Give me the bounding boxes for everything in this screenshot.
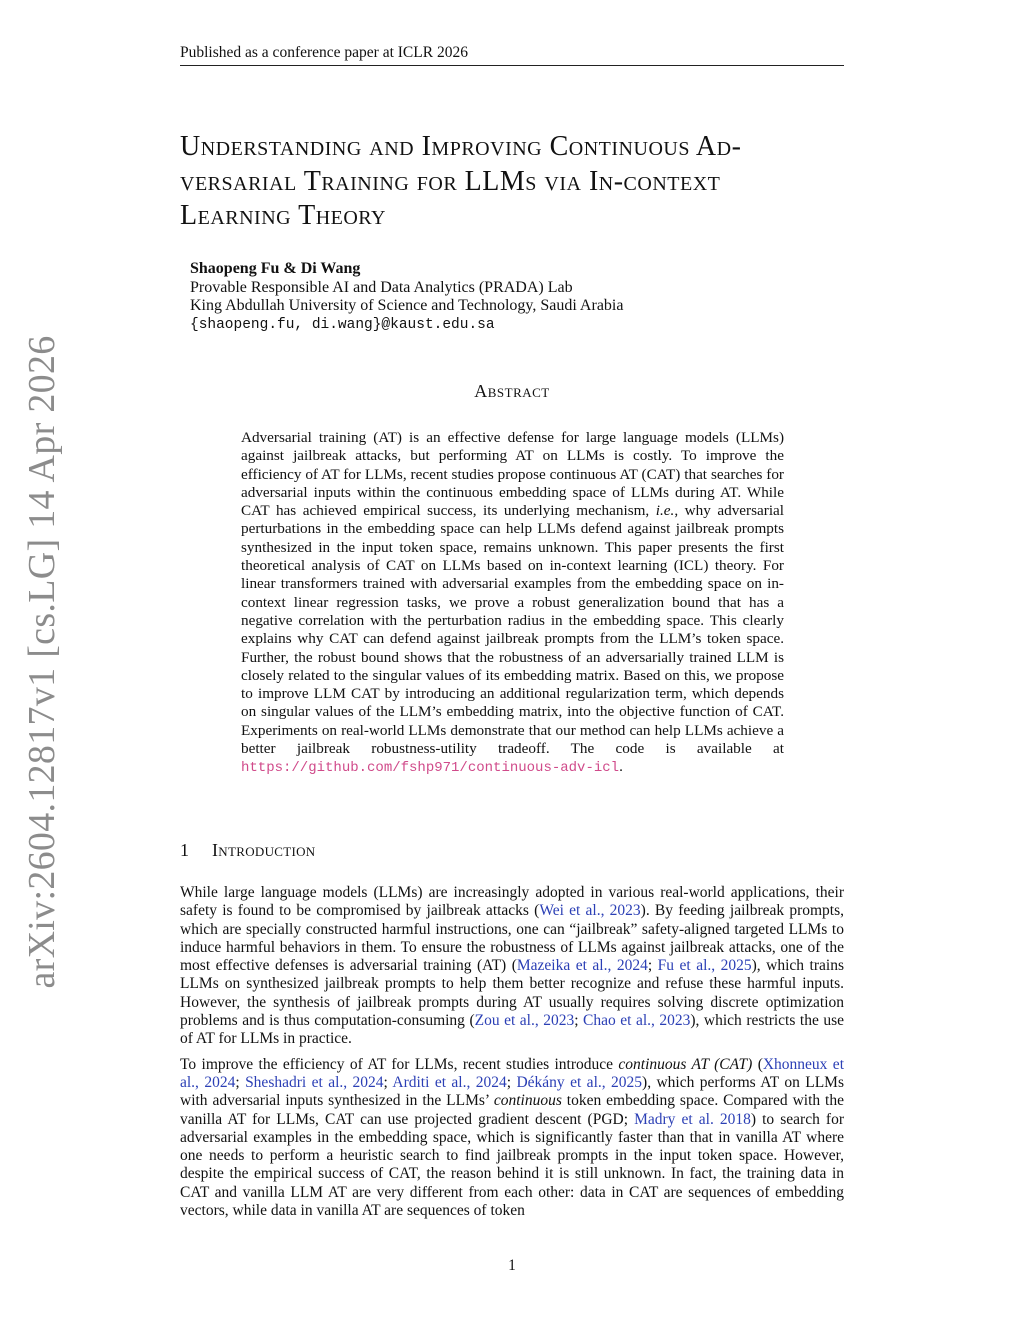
citation-link[interactable]: Zou et al., 2023: [474, 1012, 575, 1030]
paragraph: [180, 884, 844, 1049]
title-line-1: Understanding and Improving Continuous Ad-: [180, 131, 742, 162]
abstract-text-2: , why adversarial perturbations in the embedding space can help LLMs defend against jailbreak prompts synthesized in the input token space, remains unknown. This paper presents the first theoretical analysis of CAT on LLMs based on in-context learning (ICL) theory. For linear transformers trained with adversarial examples from the embedding space on in-context linear regression tasks, we prove a robust generalization bound that has a negative correlation with the perturbation radius in the embedding space. This clearly explains why CAT can defend against jailbreak prompts from the LLM’s token space. Further, the robust bound shows that the robustness of an adversarially trained LLM is closely related to the singular values of its embedding matrix. Based on this, we propose to improve LLM CAT by introducing an additional regularization term, which depends on singular values of the LLM’s embedding matrix, into the objective function of CAT. Experiments on real-world LLMs demonstrate that our method can help LLMs achieve a better jailbreak robustness-utility tradeoff. The code is available at: [241, 502, 784, 758]
text-run: ;: [574, 1012, 584, 1030]
arxiv-identifier: arXiv:2604.12817v1 [cs.LG] 14 Apr 2026: [21, 335, 63, 989]
citation-link[interactable]: Fu et al., 2025: [657, 957, 752, 975]
header-rule: [180, 65, 844, 66]
text-run: ), which trains LLMs on synthesized jailbreak prompts to help them better recognize and refuse these harmful inputs. However, the synthesis of jailbreak prompts during AT usually requires solving discrete optimization problems and is thus computation-consuming (: [180, 957, 844, 1030]
section-number: 1: [180, 840, 190, 860]
section-title: Introduction: [212, 840, 316, 860]
code-link[interactable]: https://github.com/fshp971/continuous-adv-icl: [241, 760, 620, 777]
paper-title: [180, 130, 850, 234]
section-heading-introduction: [180, 840, 844, 861]
abstract-ie: i.e.: [655, 502, 675, 520]
text-run: ), which restricts the use of AT for LLMs in practice.: [180, 1012, 844, 1048]
emphasis: continuous AT (CAT): [618, 1055, 753, 1073]
title-line-2: versarial Training for LLMs via In-context: [180, 165, 721, 197]
running-header: Published as a conference paper at ICLR 2026: [180, 44, 468, 61]
title-line-3: Learning Theory: [180, 200, 386, 231]
citation-link[interactable]: Xhonneux et al., 2024: [180, 1055, 844, 1091]
text-run: ;: [647, 957, 658, 975]
abstract-heading: Abstract: [474, 381, 550, 401]
text-run: ) to search for adversarial examples in the embedding space, which is significantly faster than that in vanilla AT where one needs to perform a heuristic search to find jailbreak prompts in the input token space. However, despite the empirical success of CAT, the reason behind it is still unknown. In fact, the training data in CAT and vanilla LLM AT are very different from each other: data in CAT are sequences of embedding vectors, while data in vanilla AT are sequences of token: [180, 1110, 844, 1220]
author-names: Shaopeng Fu & Di Wang: [190, 260, 361, 277]
citation-link[interactable]: Madry et al. 2018: [634, 1110, 751, 1128]
text-run: ), which performs AT on LLMs with adversarial inputs synthesized in the LLMs’: [180, 1073, 844, 1110]
paragraph: [180, 1056, 844, 1221]
text-run: To improve the efficiency of AT for LLMs, recent studies introduce: [180, 1055, 619, 1073]
citation-link[interactable]: Arditi et al., 2024: [392, 1073, 507, 1091]
citation-link[interactable]: Dékány et al., 2025: [516, 1073, 643, 1091]
text-run: ). By feeding jailbreak prompts, which are specially constructed harmful instructions, one can “jailbreak” safety-aligned targeted LLMs to induce harmful behaviors in them. To ensure the robustness of LLMs against jailbreak attacks, one of the most effective defenses is adversarial training (AT) (: [180, 902, 844, 975]
citation-link[interactable]: Wei et al., 2023: [539, 902, 641, 920]
page-number: 1: [508, 1257, 516, 1274]
abstract-end: .: [619, 758, 623, 776]
citation-link[interactable]: Sheshadri et al., 2024: [245, 1073, 384, 1091]
text-run: ;: [506, 1073, 517, 1091]
text-run: token embedding space. Compared with the vanilla AT for LLMs, CAT can use projected gradient descent (PGD;: [180, 1092, 844, 1128]
emphasis: continuous: [493, 1092, 562, 1110]
introduction-body: [180, 884, 844, 1227]
affiliation-lab: Provable Responsible AI and Data Analytics (PRADA) Lab: [190, 278, 573, 296]
text-run: ;: [383, 1073, 393, 1091]
abstract-text-1: Adversarial training (AT) is an effective defense for large language models (LLMs) against jailbreak attacks, but performing AT on LLMs is costly. To improve the efficiency of AT for LLMs, recent studies propose continuous AT (CAT) that searches for adversarial inputs within the continuous embedding space of LLMs during AT. While CAT has achieved empirical success, its underlying mechanism,: [241, 429, 784, 520]
affiliation-university: King Abdullah University of Science and Technology, Saudi Arabia: [190, 297, 624, 314]
citation-link[interactable]: Mazeika et al., 2024: [516, 957, 648, 975]
text-run: ;: [235, 1073, 246, 1091]
citation-link[interactable]: Chao et al., 2023: [583, 1012, 691, 1030]
author-email: {shaopeng.fu, di.wang}@kaust.edu.sa: [190, 316, 495, 333]
author-block: [190, 260, 830, 334]
text-run: While large language models (LLMs) are increasingly adopted in various real-world applications, their safety is found to be compromised by jailbreak attacks (: [180, 884, 844, 920]
text-run: (: [752, 1055, 763, 1073]
abstract-body: [241, 429, 784, 778]
